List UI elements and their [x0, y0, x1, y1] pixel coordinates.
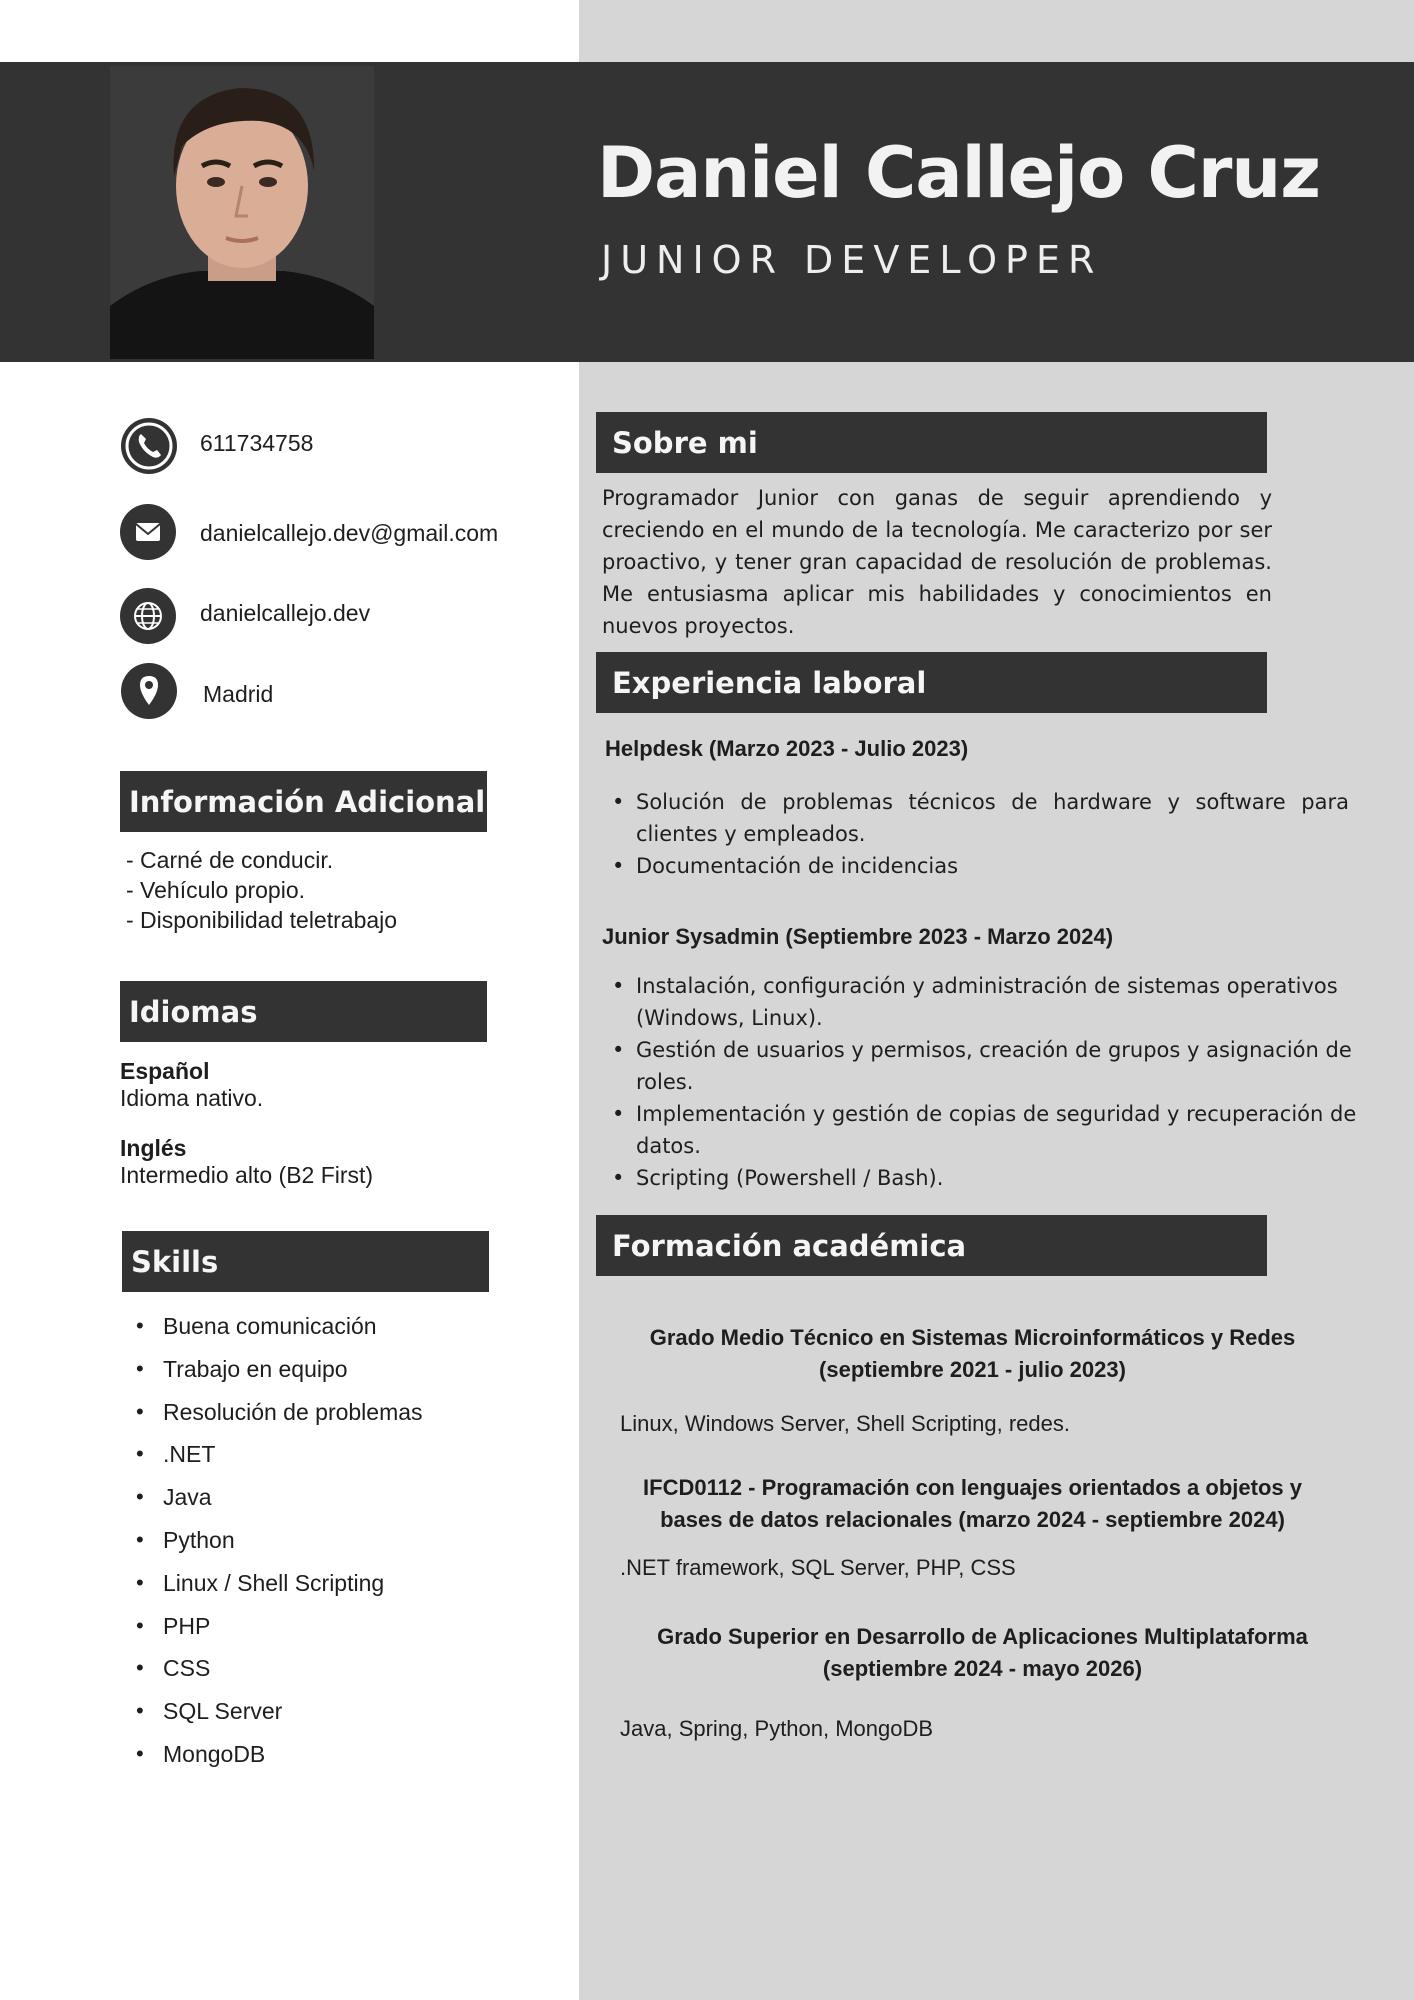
website-link[interactable]: danielcallejo.dev [200, 600, 371, 626]
skill-item: • Linux / Shell Scripting [128, 1562, 423, 1605]
job-title: Helpdesk (Marzo 2023 - Julio 2023) [605, 736, 969, 761]
experience-section-title: Experiencia laboral [596, 652, 1267, 713]
email-link[interactable]: danielcallejo.dev@gmail.com [200, 520, 499, 546]
language-name: Inglés [120, 1135, 187, 1161]
skill-item: • CSS [128, 1647, 423, 1690]
language-level: Idioma nativo. [120, 1085, 264, 1111]
job-bullet: • Documentación de incidencias [602, 850, 1349, 882]
job-bullet: • Solución de problemas técnicos de hardware y software para clientes y empleados. [602, 786, 1349, 850]
skill-item: • .NET [128, 1433, 423, 1476]
skill-item: • PHP [128, 1605, 423, 1648]
education-description: .NET framework, SQL Server, PHP, CSS [620, 1555, 1016, 1580]
job-title: Junior Sysadmin (Septiembre 2023 - Marzo 2024) [602, 924, 1114, 949]
education-description: Java, Spring, Python, MongoDB [620, 1716, 934, 1741]
skill-item: • Java [128, 1476, 423, 1519]
education-title: Grado Medio Técnico en Sistemas Microinformáticos y Redes (septiembre 2021 - julio 2023) [649, 1325, 1296, 1382]
job-bullet: • Implementación y gestión de copias de seguridad y recuperación de datos. [602, 1098, 1362, 1162]
profile-photo [110, 66, 374, 359]
job-bullets [602, 970, 1362, 1194]
skill-item: • SQL Server [128, 1690, 423, 1733]
about-text: Programador Junior con ganas de seguir aprendiendo y creciendo en el mundo de la tecnología. Me caracterizo por ser proactivo, y tener gran capacidad de resolución de problemas. Me entusiasma aplicar mis habilidades y conocimientos en nuevos proyectos. [602, 486, 1272, 638]
skill-item: • MongoDB [128, 1733, 423, 1776]
info-item: - Vehículo propio. [126, 877, 306, 903]
skill-item: • Buena comunicación [128, 1305, 423, 1348]
skill-item: • Resolución de problemas [128, 1391, 423, 1434]
skill-item: • Python [128, 1519, 423, 1562]
phone-number[interactable]: 611734758 [200, 430, 314, 456]
job-bullets [602, 786, 1349, 882]
job-bullet: • Gestión de usuarios y permisos, creación de grupos y asignación de roles. [602, 1034, 1362, 1098]
education-description: Linux, Windows Server, Shell Scripting, redes. [620, 1411, 1070, 1436]
job-bullet: • Scripting (Powershell / Bash). [602, 1162, 1362, 1194]
about-section-title: Sobre mi [596, 412, 1267, 473]
education-title: IFCD0112 - Programación con lenguajes orientados a objetos y bases de datos relacionales (marzo 2024 - septiembre 2024) [643, 1475, 1302, 1532]
info-item: - Carné de conducir. [126, 847, 334, 873]
job-role: JUNIOR DEVELOPER [601, 238, 1103, 282]
skills-section-title: Skills [122, 1231, 489, 1292]
phone-icon [121, 418, 177, 474]
globe-icon [120, 588, 176, 644]
location-text: Madrid [203, 681, 274, 707]
education-section-title: Formación académica [596, 1215, 1267, 1276]
info-item: - Disponibilidad teletrabajo [126, 907, 398, 933]
skill-item: • Trabajo en equipo [128, 1348, 423, 1391]
education-title: Grado Superior en Desarrollo de Aplicaciones Multiplataforma (septiembre 2024 - mayo 2026) [657, 1624, 1308, 1681]
info-section-title: Información Adicional [120, 771, 487, 832]
job-bullet: • Instalación, configuración y administración de sistemas operativos (Windows, Linux). [602, 970, 1362, 1034]
mail-icon [120, 504, 176, 560]
language-level: Intermedio alto (B2 First) [120, 1162, 374, 1188]
location-pin-icon [121, 663, 177, 719]
candidate-name: Daniel Callejo Cruz [597, 132, 1321, 214]
languages-section-title: Idiomas [120, 981, 487, 1042]
skills-list [128, 1305, 423, 1776]
language-name: Español [120, 1058, 210, 1084]
